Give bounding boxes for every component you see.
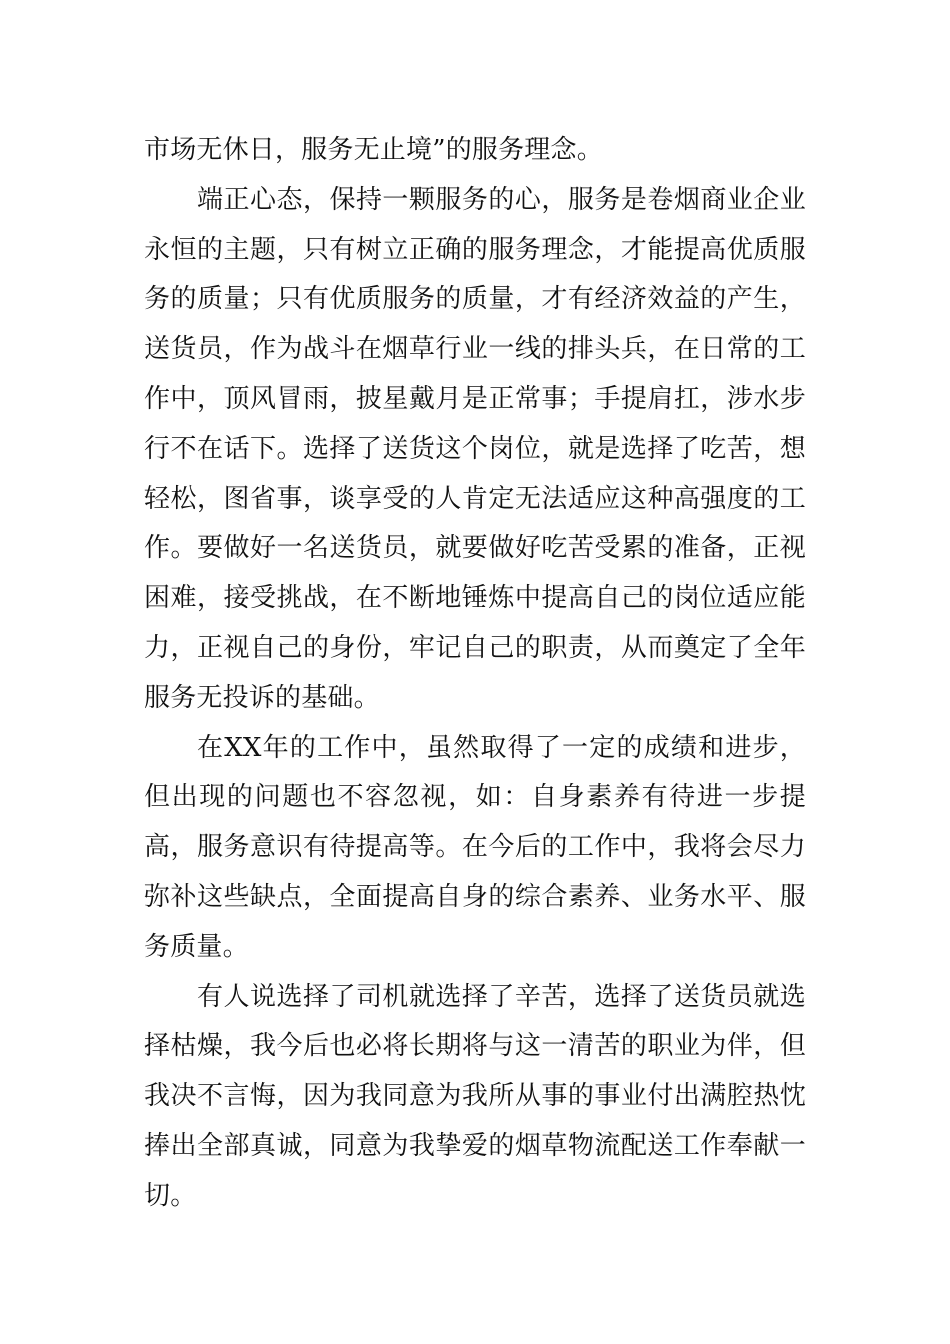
paragraph-problems: 在XX年的工作中，虽然取得了一定的成绩和进步，但出现的问题也不容忽视，如：自身素养有待进一步提高，服务意识有待提高等。在今后的工作中，我将会尽力弥补这些缺点，全面提高自身的综合素养、业务水平、服务质量。 [144, 732, 806, 962]
paragraph-continuation: 市场无休日，服务无止境”的服务理念。 [144, 135, 603, 165]
paragraph-service-mindset: 端正心态，保持一颗服务的心，服务是卷烟商业企业永恒的主题，只有树立正确的服务理念，才能提高优质服务的质量；只有优质服务的质量，才有经济效益的产生，送货员，作为战斗在烟草行业一线的排头兵，在日常的工作中，顶风冒雨，披星戴月是正常事；手提肩扛，涉水步行不在话下。选择了送货这个岗位，就是选择了吃苦，想轻松，图省事，谈享受的人肯定无法适应这种高强度的工作。要做好一名送货员，就要做好吃苦受累的准备，正视困难，接受挑战，在不断地锤炼中提高自己的岗位适应能力，正视自己的身份，牢记自己的职责，从而奠定了全年服务无投诉的基础。 [144, 184, 806, 713]
paragraph-commitment: 有人说选择了司机就选择了辛苦，选择了送货员就选择枯燥，我今后也必将长期将与这一清苦的职业为伴，但我决不言悔，因为我同意为我所从事的事业付出满腔热忱捧出全部真诚，同意为我挚爱的烟草物流配送工作奉献一切。 [144, 981, 806, 1211]
document-body [144, 126, 806, 1222]
